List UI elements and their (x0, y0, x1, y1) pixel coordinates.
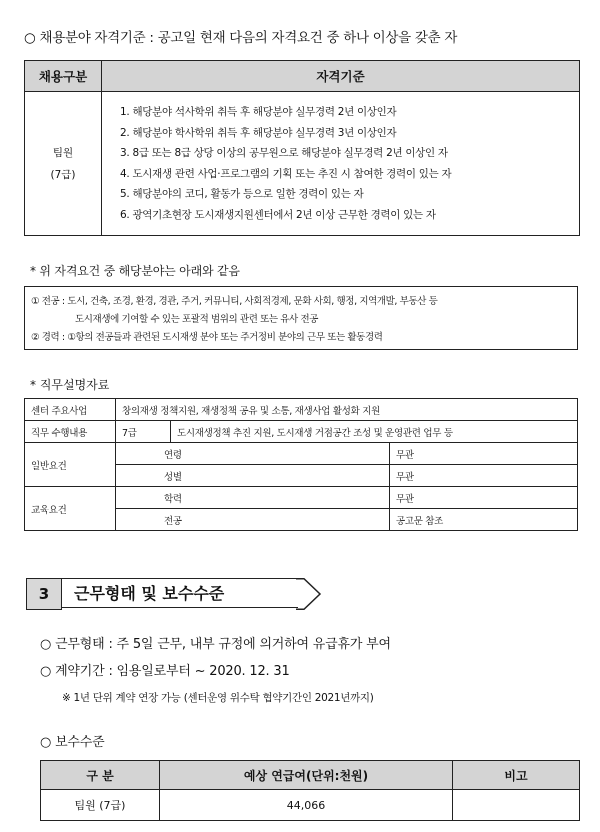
row-sub: 전공 (116, 509, 390, 531)
field-major: ① 전공 : 도시, 건축, 조경, 환경, 경관, 주거, 커뮤니티, 사회적경제, 문화 사회, 행정, 지역개발, 부동산 등 (31, 296, 438, 307)
qualification-table (24, 60, 580, 236)
row-label: 일반요건 (25, 443, 116, 487)
table-row (41, 790, 580, 821)
job-table (24, 398, 578, 531)
section-arrow-icon (296, 578, 322, 610)
table-row (25, 421, 578, 443)
table-row (25, 92, 580, 236)
field-career: ② 경력 : ①항의 전공들과 관련된 도시재생 분야 또는 주거정비 분야의 근무 또는 활동경력 (31, 332, 383, 343)
field-note: * 위 자격요건 중 해당분야는 아래와 같음 (30, 264, 240, 278)
category-cell (25, 92, 102, 236)
table-row (25, 443, 578, 465)
row-label: 센터 주요사업 (25, 399, 116, 421)
row-label: 교육요건 (25, 487, 116, 531)
row-value: 창의재생 정책지원, 재생정책 공유 및 소통, 재생사업 활성화 지원 (116, 399, 578, 421)
table-row (25, 399, 578, 421)
criteria-item: 4. 도시재생 관련 사업·프로그램의 기획 또는 추진 시 참여한 경력이 있는 자 (120, 167, 452, 180)
criteria-item: 6. 광역기초현장 도시재생지원센터에서 2년 이상 근무한 경력이 있는 자 (120, 208, 436, 221)
grade-cell: 팀원 (7급) (41, 790, 160, 821)
criteria-item: 2. 해당분야 학사학위 취득 후 해당분야 실무경력 3년 이상인자 (120, 126, 397, 139)
criteria-list (102, 92, 580, 236)
table-row (25, 487, 578, 509)
field-box (24, 286, 578, 350)
header-salary: 예상 연급여(단위:천원) (160, 761, 453, 790)
pay-heading: ○ 보수수준 (40, 735, 105, 750)
header-division: 구 분 (41, 761, 160, 790)
row-value: 무관 (389, 465, 577, 487)
field-major-cont: 도시재생에 기여할 수 있는 포괄적 범위의 관련 또는 유사 전공 (75, 314, 319, 325)
category-title: 팀원 (52, 146, 74, 159)
row-value: 무관 (389, 487, 577, 509)
table-header-row (41, 761, 580, 790)
contract-note: ※ 1년 단위 계약 연장 가능 (센터운영 위수탁 협약기간인 2021년까지) (62, 692, 374, 704)
qualification-heading: ○ 채용분야 자격기준 : 공고일 현재 다음의 자격요건 중 하나 이상을 갖춘 자 (24, 30, 458, 46)
header-remarks: 비고 (453, 761, 580, 790)
section-title: 근무형태 및 보수수준 (62, 578, 298, 608)
row-sub: 학력 (116, 487, 390, 509)
section-number: 3 (26, 578, 62, 610)
job-note: * 직무설명자료 (30, 378, 110, 392)
row-sub: 연령 (116, 443, 390, 465)
remarks-cell (453, 790, 580, 821)
row-value: 도시재생정책 추진 지원, 도시재생 거점공간 조성 및 운영관련 업무 등 (171, 421, 578, 443)
header-criteria: 자격기준 (102, 61, 580, 92)
work-type: ○ 근무형태 : 주 5일 근무, 내부 규정에 의거하여 유급휴가 부여 (40, 637, 391, 652)
row-value: 공고문 참조 (389, 509, 577, 531)
row-sub: 성별 (116, 465, 390, 487)
row-value: 무관 (389, 443, 577, 465)
criteria-item: 1. 해당분야 석사학위 취득 후 해당분야 실무경력 2년 이상인자 (120, 106, 397, 118)
table-header-row (25, 61, 580, 92)
criteria-item: 3. 8급 또는 8급 상당 이상의 공무원으로 해당분야 실무경력 2년 이상인 자 (120, 147, 448, 159)
contract-period: ○ 계약기간 : 임용일로부터 ~ 2020. 12. 31 (40, 664, 290, 679)
row-label: 직무 수행내용 (25, 421, 116, 443)
criteria-item: 5. 해당분야의 코디, 활동가 등으로 일한 경력이 있는 자 (120, 188, 364, 200)
header-category: 채용구분 (25, 61, 102, 92)
row-sub: 7급 (116, 421, 171, 443)
pay-table (40, 760, 580, 821)
category-grade: (7급) (50, 168, 76, 181)
salary-cell: 44,066 (160, 790, 453, 821)
